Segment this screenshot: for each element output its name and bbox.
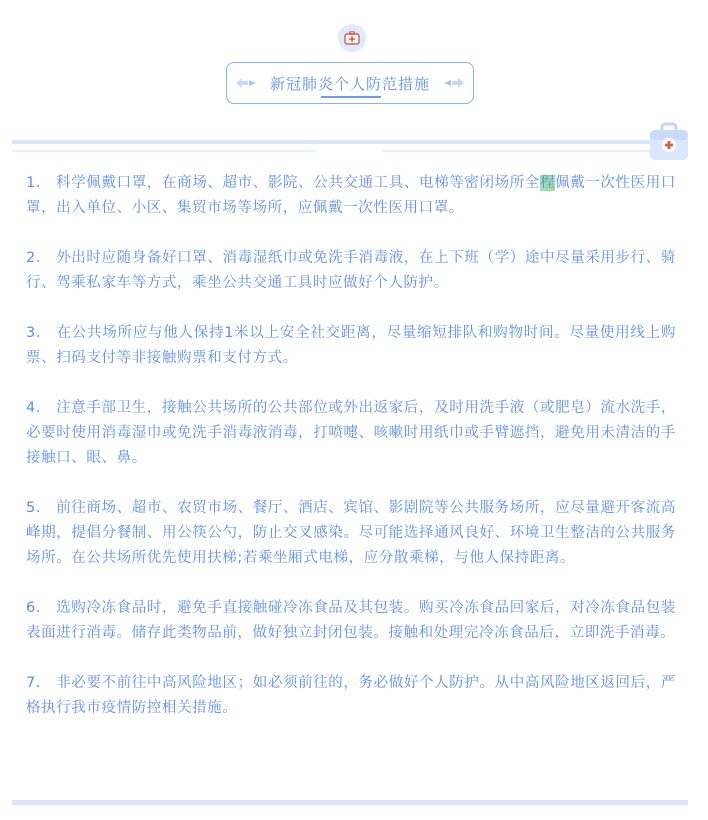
top-divider-thin-left xyxy=(12,150,316,152)
top-divider xyxy=(12,140,688,144)
measures-list xyxy=(26,171,676,746)
arrow-ornament-right-icon xyxy=(443,76,465,90)
title-underline xyxy=(321,96,381,98)
list-item: 5． 前往商场、超市、农贸市场、餐厅、酒店、宾馆、影剧院等公共服务场所，应尽量避开客流高峰期，提倡分餐制、用公筷公勺，防止交叉感染。尽可能选择通风良好、环境卫生整洁的公共服务场所。在公共场所优先使用扶梯;若乘坐厢式电梯，应分散乘梯，与他人保持距离。 xyxy=(26,500,676,566)
page-title: 新冠肺炎个人防范措施 xyxy=(269,75,430,93)
item-text-part: 佩戴一次性医用口罩，出入单位、小区、集贸市场等场所，应佩戴一次性医用口罩。 xyxy=(26,175,676,216)
highlighted-char: 程 xyxy=(539,175,556,191)
list-item: 2． 外出时应随身备好口罩、消毒湿纸巾或免洗手消毒液，在上下班（学）途中尽量采用步行、骑行、驾乘私家车等方式，乘坐公共交通工具时应做好个人防护。 xyxy=(26,250,676,291)
list-item: 6． 选购冷冻食品时，避免手直接触碰冷冻食品及其包装。购买冷冻食品回家后，对冷冻食品包装表面进行消毒。储存此类物品前，做好独立封闭包装。接触和处理完冷冻食品后，立即洗手消毒。 xyxy=(26,600,676,641)
item-text-part: 1． 科学佩戴口罩，在商场、超市、影院、公共交通工具、电梯等密闭场所全 xyxy=(26,175,540,191)
top-divider-thin-right xyxy=(382,150,650,152)
title-banner xyxy=(226,62,474,104)
medical-kit-icon xyxy=(338,24,366,52)
list-item: 3． 在公共场所应与他人保持1米以上安全社交距离，尽量缩短排队和购物时间。尽量使用线上购票、扫码支付等非接触购票和支付方式。 xyxy=(26,325,676,366)
list-item: 7． 非必要不前往中高风险地区；如必须前往的，务必做好个人防护。从中高风险地区返回后，严格执行我市疫情防控相关措施。 xyxy=(26,675,676,716)
list-item: 4． 注意手部卫生，接触公共场所的公共部位或外出返家后，及时用洗手液（或肥皂）流水洗手，必要时使用消毒湿巾或免洗手消毒液消毒，打喷嚏、咳嗽时用纸巾或手臂遮挡，避免用未清洁的手接触口、眼、鼻。 xyxy=(26,400,676,466)
first-aid-box-icon xyxy=(648,122,690,162)
list-item xyxy=(26,171,676,221)
bottom-divider xyxy=(12,800,688,805)
